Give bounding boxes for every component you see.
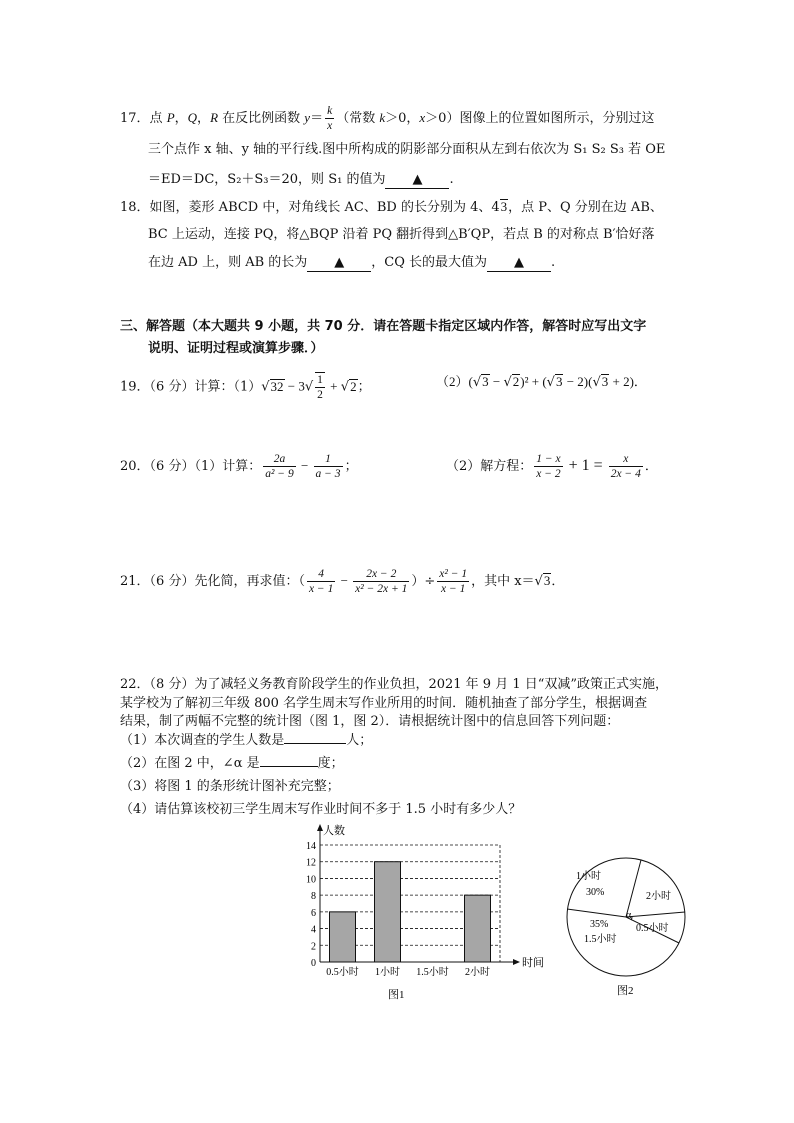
x-tick-label: 1小时 [375,967,400,978]
x-tick-label: 2小时 [465,967,490,978]
pie-label-alpha: α [626,910,632,921]
x-tick-label: 1.5小时 [416,967,449,978]
q17-line2: 三个点作 x 轴、y 轴的平行线.图中所构成的阴影部分面积从左到右依次为 S₁ S₂ S₃ 若 OE [148,142,666,157]
q19-line: 19．（6 分）计算：（1）√32 − 3√ $\frac{1}{2}$ + √2； [120,374,371,401]
q18-line1: 18．如图，菱形 ABCD 中，对角线长 AC、BD 的长分别为 4、43，点 P、Q 分别在边 AB、 [120,199,663,215]
q17-line3: ＝ED＝DC，S₂＋S₃＝20，则 S₁ 的值为 ▲ . [148,172,454,187]
y-tick-label: 6 [311,907,316,919]
q19-part2: （2）(√3 − √2)² + (√3 − 2)(√3 + 2)． [436,374,647,390]
q17-fraction-k-over-x: $\frac{k}{x}$ [327,105,333,132]
q22-line3: 结果，制了两幅不完整的统计图（图 1，图 2）．请根据统计图中的信息回答下列问题： [120,714,620,729]
q17-answer-blank[interactable]: ▲ [385,172,449,189]
pie-label-05h: 0.5小时 [636,923,669,934]
y-axis-label: 人数 [323,825,345,837]
pie-label-15h: 1.5小时 [584,934,617,945]
pie-divider-2 [626,860,641,917]
q18-answer-blank-cq[interactable]: ▲ [487,255,551,272]
q22-line2: 某学校为了解初三年级 800 名学生周末写作业所用的时间．随机抽查了部分学生，根据调查 [120,696,648,711]
figure2-caption: 图2 [617,985,634,997]
x-axis-arrow [513,959,520,965]
y-tick-label: 4 [311,924,316,936]
q22-blank-count[interactable] [284,743,346,744]
q22-blank-angle[interactable] [260,766,318,767]
q22-sub3: （3）将图 1 的条形统计图补充完整； [120,779,340,794]
q22-sub4: （4）请估算该校初三学生周末写作业时间不多于 1.5 小时有多少人？ [120,802,522,817]
q22-line1: 22．（8 分）为了减轻义务教育阶段学生的作业负担，2021 年 9 月 1 日“双减”政策正式实施， [120,677,669,692]
figure1-caption: 图1 [388,989,405,1001]
q17-line1: 17．点 P，Q，R 在反比例函数 y＝ $\frac{k}{x}$ （常数 k＞0，x＞0）图像上的位置如图所示，分别过这 [120,105,655,132]
figure1-bar-chart [290,820,565,1005]
y-tick-label: 0 [311,958,316,969]
figure2-pie-chart [560,855,695,1005]
pie-label-1h-pct: 30% [586,887,605,898]
pie-label-15h-pct: 35% [590,919,609,930]
section3-title-cont: 说明、证明过程或演算步骤．） [148,341,324,356]
x-axis-label: 时间 [522,957,544,969]
y-tick-label: 2 [311,941,316,953]
bar [375,862,401,962]
x-tick-label: 0.5小时 [326,967,359,978]
y-tick-label: 12 [306,857,316,869]
q18-line3: 在边 AD 上，则 AB 的长为 ▲ ，CQ 长的最大值为 ▲ . [148,255,556,270]
pie-divider-1 [567,909,626,917]
bar [330,912,356,962]
section3-title: 三、解答题（本大题共 9 小题，共 70 分．请在答题卡指定区域内作答，解答时应写出文字 [120,319,647,334]
q20-line: 20．（6 分）（1）计算： $\frac{2a}{\text{a² − 9}}$ − $\frac{1}{a - 3}$ ； [120,453,358,480]
bar [465,895,491,962]
y-tick-label: 10 [306,874,316,886]
q21-line: 21．（6 分）先化简，再求值：（ $\frac{4}{x - 1}$ − $\frac{2x - 2}{\text{x² − 2x + 1}}$ ）÷ $\frac{\text{x² − 1}}{x - 1}$ ，其中 x＝√3． [120,568,565,595]
q18-answer-blank-ab[interactable]: ▲ [307,255,371,272]
pie-divider-3 [626,912,685,917]
q20-part2: （2）解方程： $\frac{1 - x}{x - 2}$ + 1 = $\frac{x}{2x - 4}$ ． [446,453,658,480]
pie-label-2h: 2小时 [646,891,671,902]
q22-sub2: （2）在图 2 中，∠α 是 度； [120,756,344,771]
y-tick-label: 8 [311,891,316,903]
pie-label-1h: 1小时 [576,871,601,882]
q18-line2: BC 上运动，连接 PQ，将△BQP 沿着 PQ 翻折得到△B′QP，若点 B 的对称点 B′恰好落 [148,227,655,242]
y-tick-label: 14 [306,841,316,852]
q22-sub1: （1）本次调查的学生人数是 人； [120,733,373,748]
